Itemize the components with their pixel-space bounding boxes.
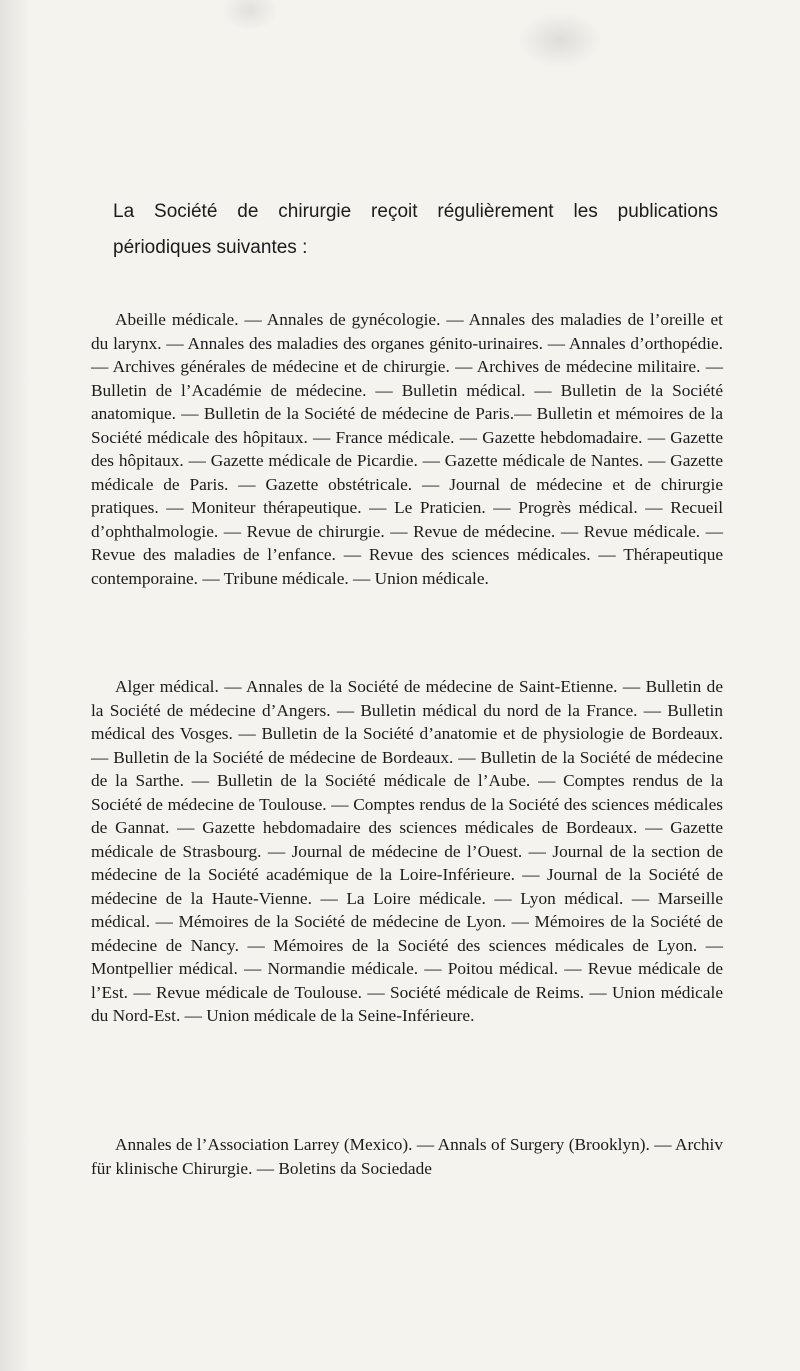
periodicals-provinces-paragraph: Alger médical. — Annales de la Société de médecine de Saint-Etienne. — Bulletin de la Société de médecine d’Angers. — Bulletin médical du nord de la France. — Bulletin médical des Vosges. — Bulletin de la Société d’anatomie et de physiologie de Bordeaux. — Bulletin de la Société de médecine de Bordeaux. — Bulletin de la Société de médecine de la Sarthe. — Bulletin de la Société médicale de l’Aube. — Comptes rendus de la Société de médecine de Toulouse. — Comptes rendus de la Société des sciences médicales de Gannat. — Gazette hebdomadaire des sciences médicales de Bordeaux. — Gazette médicale de Strasbourg. — Journal de médecine de l’Ouest. — Journal de la section de médecine de la Société académique de la Loire-Inférieure. — Journal de la Société de médecine de la Haute-Vienne. — La Loire médicale. — Lyon médical. — Marseille médical. — Mémoires de la Société de médecine de Lyon. — Mémoires de la Société de médecine de Nancy. — Mémoires de la Société des sciences médicales de Lyon. — Montpellier médical. — Normandie médicale. — Poitou médical. — Revue médicale de l’Est. — Revue médicale de Toulouse. — Société médicale de Reims. — Union médicale du Nord-Est. — Union médicale de la Seine-Inférieure. — [91, 677, 723, 1025]
periodicals-foreign-paragraph: Annales de l’Association Larrey (Mexico). — Annals of Surgery (Brooklyn). — Archiv für klinische Chirurgie. — Boletins da Sociedade — [91, 1135, 723, 1178]
intro-sentence: La Société de chirurgie reçoit régulièrement les publications périodiques suivantes : — [113, 201, 718, 258]
periodicals-paris-paragraph: Abeille médicale. — Annales de gynécologie. — Annales des maladies de l’oreille et du larynx. — Annales des maladies des organes génito-urinaires. — Annales d’orthopédie. — Archives générales de médecine et de chirurgie. — Archives de médecine militaire. — Bulletin de l’Académie de médecine. — Bulletin médical. — Bulletin de la Société anatomique. — Bulletin de la Société de médecine de Paris.— Bulletin et mémoires de la Société médicale des hôpitaux. — France médicale. — Gazette hebdomadaire. — Gazette des hôpitaux. — Gazette médicale de Picardie. — Gazette médicale de Nantes. — Gazette médicale de Paris. — Gazette obstétricale. — Journal de médecine et de chirurgie pratiques. — Moniteur thérapeutique. — Le Praticien. — Progrès médical. — Recueil d’ophthalmologie. — Revue de chirurgie. — Revue de médecine. — Revue médicale. — Revue des maladies de l’enfance. — Revue des sciences médicales. — Thérapeutique contemporaine. — Tribune médicale. — Union médicale. — [91, 310, 723, 588]
